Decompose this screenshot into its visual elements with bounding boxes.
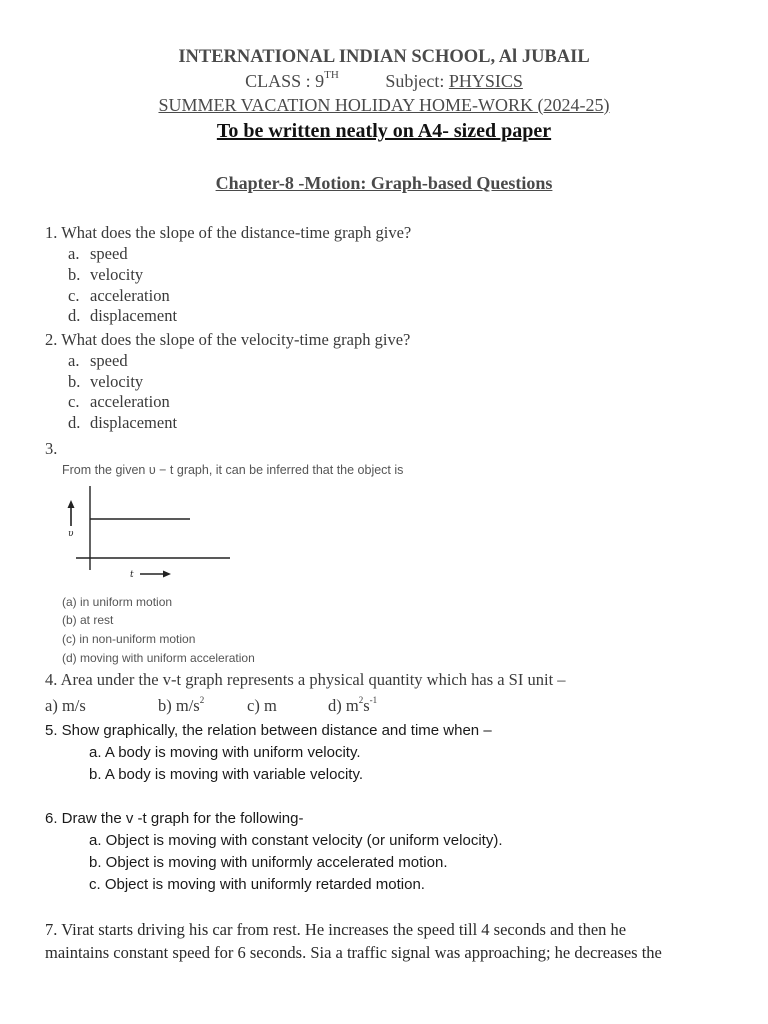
q6-item-b: b. Object is moving with uniformly accelerated motion. [89, 854, 448, 871]
q6-item-a: a. Object is moving with constant velocity (or uniform velocity). [89, 832, 503, 849]
option-letter: d. [68, 306, 81, 325]
q3-vt-graph [58, 478, 248, 584]
question-1: 1. What does the slope of the distance-time graph give? [45, 223, 412, 242]
v-axis-label: υ [68, 529, 74, 539]
option-letter: b. [68, 265, 81, 284]
option-text: velocity [90, 372, 144, 391]
v-arrow-head [68, 500, 75, 508]
question-3-number: 3. [45, 439, 58, 458]
option-letter: a. [68, 244, 80, 263]
option-text: acceleration [90, 286, 170, 305]
question-5: 5. Show graphically, the relation between distance and time when – [45, 722, 492, 739]
question-7-line-2: maintains constant speed for 6 seconds. Sia a traffic signal was approaching; he decreases the [45, 943, 662, 962]
writing-instruction: To be written neatly on A4- sized paper [216, 120, 552, 142]
option-letter: b. [68, 372, 81, 391]
q4-option-b-sup: 2 [199, 694, 205, 705]
q1-option-b [68, 265, 143, 285]
q3-option-c: (c) in non-uniform motion [62, 632, 196, 646]
q4-option-b [158, 696, 204, 716]
q2-option-d [68, 413, 177, 433]
q2-option-c [68, 392, 170, 412]
homework-title: SUMMER VACATION HOLIDAY HOME-WORK (2024-25) [158, 95, 610, 115]
q4-option-c: c) m [247, 696, 277, 715]
subject-value: PHYSICS [448, 71, 523, 91]
question-6: 6. Draw the v -t graph for the following- [45, 810, 304, 827]
option-text: displacement [90, 306, 178, 325]
q1-option-d [68, 306, 177, 326]
option-text: acceleration [90, 392, 170, 411]
class-superscript: TH [324, 69, 339, 81]
class-subject-line [0, 71, 768, 92]
q5-item-a: a. A body is moving with uniform velocity. [89, 744, 361, 761]
chapter-heading: Chapter-8 -Motion: Graph-based Questions [215, 173, 553, 193]
class-label: CLASS : 9 [245, 71, 325, 91]
option-text: speed [90, 351, 128, 370]
option-text: speed [90, 244, 128, 263]
q4-option-d-sup2: -1 [369, 694, 378, 705]
question-3-prompt: From the given υ − t graph, it can be inferred that the object is [62, 463, 404, 477]
q4-option-a: a) m/s [45, 696, 86, 715]
q1-option-c [68, 286, 170, 306]
t-axis-label: t [130, 570, 134, 580]
option-text: displacement [90, 413, 178, 432]
q5-item-b: b. A body is moving with variable velocity. [89, 766, 364, 783]
option-letter: d. [68, 413, 81, 432]
question-2: 2. What does the slope of the velocity-time graph give? [45, 330, 411, 349]
option-text: velocity [90, 265, 144, 284]
school-name: INTERNATIONAL INDIAN SCHOOL, Al JUBAIL [178, 47, 590, 67]
question-7-line-1: 7. Virat starts driving his car from rest. He increases the speed till 4 seconds and then he [45, 920, 627, 939]
q6-item-c: c. Object is moving with uniformly retarded motion. [89, 876, 425, 893]
question-4: 4. Area under the v-t graph represents a physical quantity which has a SI unit – [45, 670, 566, 689]
q4-option-d [328, 696, 377, 716]
q3-option-a: (a) in uniform motion [62, 595, 173, 609]
option-letter: c. [68, 286, 80, 305]
q4-option-b-text: b) m/s [158, 696, 200, 715]
q3-option-d: (d) moving with uniform acceleration [62, 651, 255, 665]
subject-label: Subject: [385, 71, 449, 91]
option-letter: a. [68, 351, 80, 370]
q4-option-d-text: d) m [328, 696, 359, 715]
q2-option-a [68, 351, 128, 371]
q3-option-b: (b) at rest [62, 613, 114, 627]
q2-option-b [68, 372, 143, 392]
option-letter: c. [68, 392, 80, 411]
q4-option-d-text2: s [363, 696, 370, 715]
q4-option-d-sup1: 2 [358, 694, 364, 705]
q1-option-a [68, 244, 128, 264]
t-arrow-head [163, 571, 171, 578]
